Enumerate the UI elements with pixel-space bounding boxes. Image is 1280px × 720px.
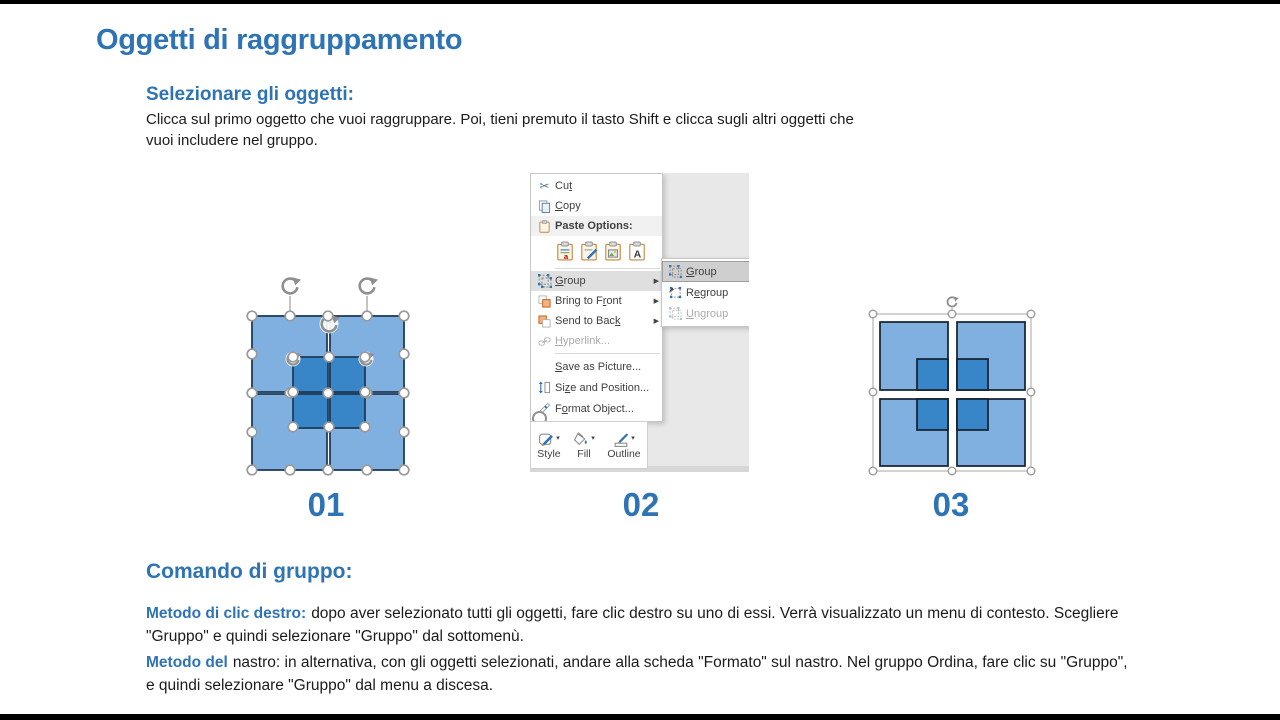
menu-item-copy[interactable]: Copy xyxy=(531,196,662,216)
figure-selected-objects xyxy=(228,260,422,484)
figure-grouped-objects xyxy=(860,292,1040,478)
group-command-body xyxy=(146,602,1131,700)
menu-item-save-as-picture[interactable]: Save as Picture... xyxy=(555,360,642,373)
menu-item-send-to-back[interactable]: Send to Back ▶ xyxy=(531,311,662,331)
submenu-arrow-icon: ▶ xyxy=(653,298,659,305)
ribbon-method-paragraph: Metodo del nastro: in alternativa, con gli oggetti selezionati, andare alla scheda "Formato" sul nastro. Nel gruppo Ordina, fare clic su "Gruppo", e quindi selezionare "Gruppo" dal menu a discesa. xyxy=(146,654,1128,694)
fill-icon xyxy=(573,431,590,448)
style-icon xyxy=(538,431,555,448)
group-command-heading: Comando di gruppo: xyxy=(146,560,353,583)
cut-icon: ✂ xyxy=(539,179,550,193)
svg-text:A: A xyxy=(633,248,642,261)
paste-icon xyxy=(534,220,555,233)
top-letterbox-bar xyxy=(0,0,1280,4)
paste-options-row xyxy=(531,236,662,266)
figure-label-02: 02 xyxy=(622,486,660,523)
submenu-item-ungroup: Ungroup xyxy=(662,303,749,324)
outline-button[interactable]: ▾ Outline xyxy=(607,431,640,460)
ungroup-icon xyxy=(665,307,686,320)
select-objects-body: Clicca sul primo oggetto che vuoi raggruppare. Poi, tieni premuto il tasto Shift e clicca sugli altri oggetti che vuoi includere nel gruppo. xyxy=(146,111,854,149)
menu-separator xyxy=(555,268,660,269)
bottom-letterbox-bar xyxy=(0,714,1280,720)
page-title: Oggetti di raggruppamento xyxy=(96,24,463,56)
bring-to-front-icon xyxy=(534,295,555,308)
paste-keep-text-only-button[interactable] xyxy=(627,241,647,261)
menu-item-size-and-position[interactable]: Size and Position... xyxy=(531,377,662,398)
copy-icon xyxy=(534,200,555,213)
submenu-item-regroup[interactable]: Regroup xyxy=(662,282,749,303)
group-icon xyxy=(534,274,555,288)
right-click-method-lead: Metodo di clic destro: xyxy=(146,605,307,622)
context-menu-screenshot xyxy=(530,173,749,472)
context-menu xyxy=(530,173,663,422)
menu-item-hyperlink: Hyperlink... xyxy=(531,331,662,351)
outline-icon xyxy=(613,431,630,448)
paste-merge-formatting-button[interactable] xyxy=(579,241,599,261)
dark-squares xyxy=(917,359,988,430)
paste-picture-button[interactable] xyxy=(603,241,623,261)
select-objects-heading: Selezionare gli oggetti: xyxy=(146,84,354,105)
submenu-arrow-icon: ▶ xyxy=(653,318,659,325)
menu-item-format-object[interactable]: Format Object... xyxy=(531,398,662,419)
paste-keep-source-formatting-button[interactable] xyxy=(555,241,575,261)
menu-item-bring-to-front[interactable]: Bring to Front ▶ xyxy=(531,291,662,311)
menu-item-group[interactable]: Group ▶ xyxy=(531,271,662,291)
style-button[interactable]: ▾ Style xyxy=(537,431,560,460)
group-submenu xyxy=(661,258,749,327)
menu-item-cut[interactable]: ✂ Cut xyxy=(531,176,662,196)
submenu-arrow-icon: ▶ xyxy=(653,278,659,285)
size-and-position-icon xyxy=(534,381,555,394)
group-icon xyxy=(665,265,686,278)
mini-toolbar xyxy=(530,421,648,469)
hyperlink-icon xyxy=(534,335,555,348)
right-click-method-paragraph: Metodo di clic destro: dopo aver selezionato tutti gli oggetti, fare clic destro su uno di essi. Verrà visualizzato un menu di contesto. Scegliere "Gruppo" e quindi selezionare "Gruppo" dal sottomenù. xyxy=(146,605,1119,645)
figure-label-03: 03 xyxy=(932,486,970,523)
regroup-icon xyxy=(665,286,686,299)
submenu-item-group[interactable]: Group xyxy=(662,261,749,282)
rotate-handle-icon[interactable] xyxy=(946,296,959,308)
svg-text:a: a xyxy=(563,252,569,261)
menu-item-paste-options: Paste Options: xyxy=(531,216,662,236)
menu-separator xyxy=(555,353,660,354)
figure-label-01: 01 xyxy=(307,486,345,523)
ribbon-method-lead: Metodo del xyxy=(146,654,228,671)
send-to-back-icon xyxy=(534,315,555,328)
fill-button[interactable]: ▾ Fill xyxy=(573,431,595,460)
light-squares xyxy=(880,322,1025,466)
